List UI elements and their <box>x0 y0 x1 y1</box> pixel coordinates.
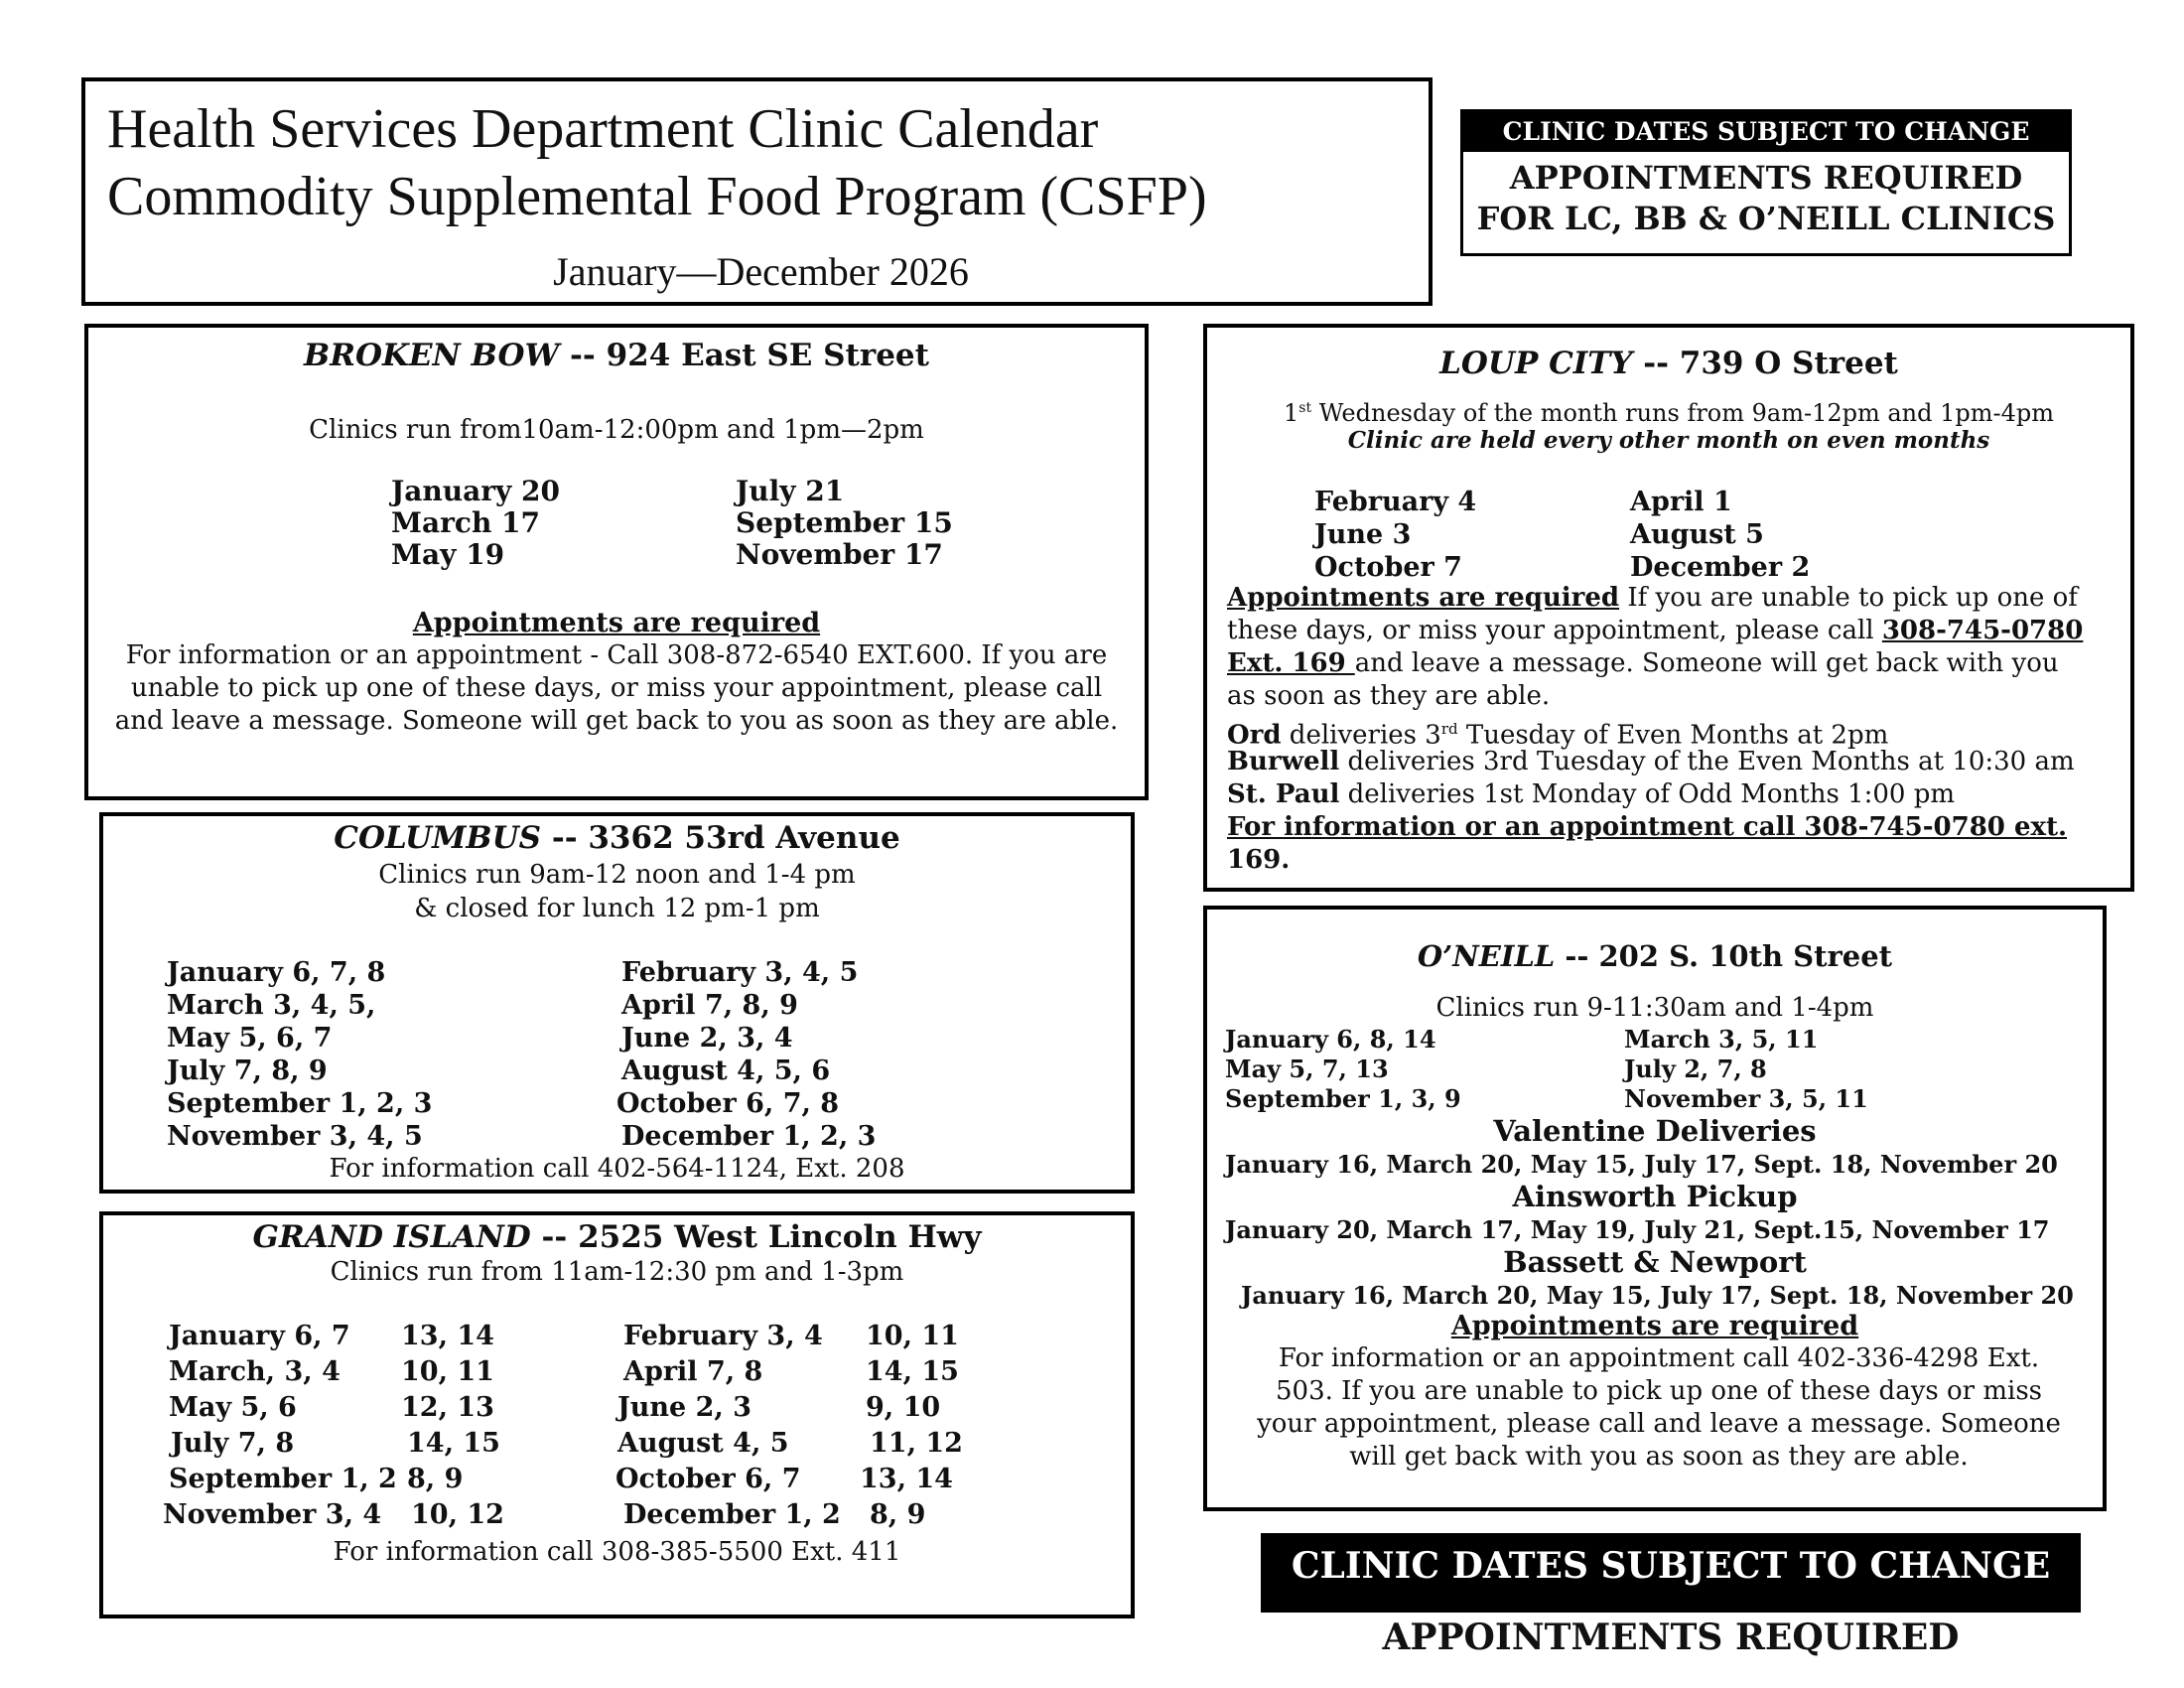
grand-island-date-extra: 13, 14 <box>860 1464 953 1494</box>
broken-bow-section <box>84 324 1149 800</box>
loup-city-date: December 2 <box>1630 552 1811 583</box>
columbus-date: February 3, 4, 5 <box>621 957 859 988</box>
oneill-appt-heading: Appointments are required <box>1450 1311 1859 1341</box>
notice-top-bar: CLINIC DATES SUBJECT TO CHANGE <box>1463 112 2069 152</box>
loup-city-phone: 308-745-0780 <box>1881 616 2084 645</box>
loup-city-schedule-suffix: st <box>1298 400 1312 416</box>
columbus-lunch: & closed for lunch 12 pm-1 pm <box>414 894 820 923</box>
ord-text: deliveries 3 <box>1281 720 1441 751</box>
grand-island-address: -- 2525 West Lincoln Hwy <box>530 1219 982 1255</box>
broken-bow-date: November 17 <box>736 538 943 571</box>
columbus-date: May 5, 6, 7 <box>167 1023 333 1054</box>
grand-island-date: November 3, 4 <box>163 1499 382 1530</box>
grand-island-date: August 4, 5 <box>617 1428 789 1459</box>
broken-bow-date: May 19 <box>391 538 505 571</box>
oneill-date: March 3, 5, 11 <box>1624 1025 1819 1054</box>
loup-city-address: -- 739 O Street <box>1632 346 1898 381</box>
columbus-info: For information call 402-564-1124, Ext. 208 <box>329 1154 905 1184</box>
grand-island-info: For information call 308-385-5500 Ext. 411 <box>333 1537 901 1567</box>
columbus-date: November 3, 4, 5 <box>167 1121 423 1152</box>
grand-island-header <box>103 1219 1131 1255</box>
page-title: Health Services Department Clinic Calendar <box>107 98 1099 160</box>
appointments-required-footer: APPOINTMENTS REQUIRED <box>1382 1617 1960 1658</box>
loup-city-schedule-note: Clinic are held every other month on even months <box>1347 427 1990 454</box>
columbus-address: -- 3362 53rd Avenue <box>541 820 900 856</box>
broken-bow-date: January 20 <box>391 475 560 507</box>
valentine-dates: January 16, March 20, May 15, July 17, Sept. 18, November 20 <box>1225 1150 2058 1179</box>
notice-top-body <box>1463 152 2069 239</box>
loup-city-date: June 3 <box>1314 519 1412 550</box>
broken-bow-header <box>88 338 1145 373</box>
oneill-header <box>1207 939 2103 973</box>
columbus-date: July 7, 8, 9 <box>167 1055 328 1086</box>
grand-island-date: January 6, 7 <box>169 1321 350 1351</box>
grand-island-date: December 1, 2 <box>623 1499 841 1530</box>
oneill-date: January 6, 8, 14 <box>1225 1025 1436 1054</box>
broken-bow-date: July 21 <box>736 475 845 507</box>
grand-island-date: March, 3, 4 <box>169 1356 341 1387</box>
loup-city-info-line2: 169. <box>1227 845 1291 875</box>
loup-city-date: October 7 <box>1314 552 1462 583</box>
loup-city-stpaul <box>1227 778 1955 810</box>
columbus-date: September 1, 2, 3 <box>167 1088 433 1119</box>
loup-city-appt-line1 <box>1227 582 2078 614</box>
broken-bow-hours: Clinics run from10am-12:00pm and 1pm—2pm <box>309 415 924 445</box>
columbus-hours: Clinics run 9am-12 noon and 1-4 pm <box>378 860 856 890</box>
broken-bow-date: September 15 <box>736 506 953 539</box>
broken-bow-appt-heading: Appointments are required <box>412 608 821 638</box>
columbus-date: December 1, 2, 3 <box>621 1121 877 1152</box>
grand-island-date-extra: 8, 9 <box>870 1499 926 1530</box>
oneill-date: July 2, 7, 8 <box>1624 1055 1767 1083</box>
bassett-dates: January 16, March 20, May 15, July 17, Sept. 18, November 20 <box>1241 1281 2074 1310</box>
loup-city-info-line1: For information or an appointment call 308-745-0780 ext. <box>1227 812 2068 842</box>
oneill-date: September 1, 3, 9 <box>1225 1084 1461 1113</box>
grand-island-date-extra: 9, 10 <box>866 1392 941 1423</box>
broken-bow-address: -- 924 East SE Street <box>559 338 929 373</box>
valentine-heading: Valentine Deliveries <box>1493 1114 1817 1148</box>
grand-island-date-extra: 10, 12 <box>411 1499 504 1530</box>
grand-island-date-extra: 14, 15 <box>407 1428 500 1459</box>
burwell-label: Burwell <box>1227 747 1340 776</box>
loup-city-date: August 5 <box>1630 519 1764 550</box>
grand-island-date-extra: 11, 12 <box>870 1428 963 1459</box>
grand-island-date: June 2, 3 <box>617 1392 751 1423</box>
columbus-date: April 7, 8, 9 <box>621 990 798 1021</box>
broken-bow-name: BROKEN BOW <box>304 338 560 373</box>
loup-city-appt-line3 <box>1227 647 2059 679</box>
loup-city-appt-text: these days, or miss your appointment, please call <box>1227 616 1882 645</box>
grand-island-hours: Clinics run from 11am-12:30 pm and 1-3pm <box>330 1257 904 1287</box>
oneill-hours: Clinics run 9-11:30am and 1-4pm <box>1435 993 1874 1023</box>
grand-island-date: September 1, 2 <box>169 1464 397 1494</box>
date-range: January—December 2026 <box>553 249 969 294</box>
loup-city-name: LOUP CITY <box>1439 346 1633 381</box>
loup-city-schedule-ordinal: 1 <box>1283 399 1299 427</box>
loup-city-ext: Ext. 169 <box>1227 648 1355 678</box>
bassett-heading: Bassett & Newport <box>1503 1245 1807 1279</box>
oneill-section <box>1203 906 2107 1511</box>
loup-city-appt-heading: Appointments are required <box>1227 583 1620 613</box>
grand-island-section <box>99 1211 1135 1618</box>
loup-city-burwell <box>1227 746 2075 777</box>
loup-city-section <box>1203 324 2134 892</box>
oneill-address: -- 202 S. 10th Street <box>1555 939 1893 973</box>
loup-city-date: February 4 <box>1314 487 1477 517</box>
oneill-date: May 5, 7, 13 <box>1225 1055 1389 1083</box>
loup-city-appt-text: and leave a message. Someone will get back with you <box>1354 648 2059 678</box>
loup-city-date: April 1 <box>1630 487 1732 517</box>
columbus-header <box>103 820 1131 856</box>
grand-island-name: GRAND ISLAND <box>252 1219 531 1255</box>
ainsworth-heading: Ainsworth Pickup <box>1512 1180 1798 1213</box>
columbus-name: COLUMBUS <box>334 820 542 856</box>
grand-island-date-extra: 14, 15 <box>866 1356 959 1387</box>
grand-island-date-extra: 10, 11 <box>866 1321 959 1351</box>
columbus-section <box>99 812 1135 1194</box>
columbus-date: June 2, 3, 4 <box>621 1023 793 1054</box>
grand-island-date: May 5, 6 <box>169 1392 297 1423</box>
notice-top-line1: APPOINTMENTS REQUIRED <box>1509 159 2023 197</box>
notice-top-line2: FOR LC, BB & O’NEILL CLINICS <box>1476 200 2056 237</box>
grand-island-date: October 6, 7 <box>615 1464 801 1494</box>
loup-city-schedule-text: Wednesday of the month runs from 9am-12pm and 1pm-4pm <box>1311 399 2055 427</box>
grand-island-date-extra: 8, 9 <box>407 1464 464 1494</box>
loup-city-schedule <box>1207 399 2130 427</box>
stpaul-label: St. Paul <box>1227 779 1340 809</box>
grand-island-date-extra: 12, 13 <box>401 1392 494 1423</box>
notice-top <box>1460 109 2072 256</box>
burwell-text: deliveries 3rd Tuesday of the Even Months at 10:30 am <box>1339 747 2075 776</box>
columbus-date: October 6, 7, 8 <box>616 1088 840 1119</box>
oneill-date: November 3, 5, 11 <box>1624 1084 1868 1113</box>
loup-city-appt-line4: as soon as they are able. <box>1227 681 1551 711</box>
title-box <box>81 77 1433 306</box>
grand-island-date: July 7, 8 <box>171 1428 295 1459</box>
loup-city-appt-text: If you are unable to pick up one of <box>1619 583 2078 613</box>
loup-city-header <box>1207 346 2130 381</box>
broken-bow-date: March 17 <box>391 506 541 539</box>
grand-island-date: April 7, 8 <box>623 1356 763 1387</box>
grand-island-date-extra: 13, 14 <box>401 1321 494 1351</box>
oneill-info: For information or an appointment call 402-336-4298 Ext. 503. If you are unable to pick up one of these days or miss your appointment, please call and leave a message. Someone will get back with you as soon as they are able. <box>1257 1343 2061 1472</box>
broken-bow-info: For information or an appointment - Call 308-872-6540 EXT.600. If you are unable to pick up one of these days, or miss your appointment, please call and leave a message. Someone will get back to you as soon as they are able. <box>114 640 1119 736</box>
stpaul-text: deliveries 1st Monday of Odd Months 1:00 pm <box>1339 779 1956 809</box>
ord-suffix: rd <box>1440 720 1458 738</box>
columbus-date: August 4, 5, 6 <box>621 1055 831 1086</box>
columbus-date: January 6, 7, 8 <box>167 957 386 988</box>
program-title: Commodity Supplemental Food Program (CSFP) <box>107 166 1207 227</box>
ainsworth-dates: January 20, March 17, May 19, July 21, Sept.15, November 17 <box>1225 1215 2050 1244</box>
loup-city-appt-line2 <box>1227 615 2083 646</box>
columbus-date: March 3, 4, 5, <box>167 990 376 1021</box>
grand-island-date-extra: 10, 11 <box>401 1356 494 1387</box>
ord-text: Tuesday of Even Months at 2pm <box>1457 720 1889 751</box>
grand-island-date: February 3, 4 <box>623 1321 823 1351</box>
ord-label: Ord <box>1227 720 1282 751</box>
oneill-name: O’NEILL <box>1417 939 1556 973</box>
notice-bottom-bar: CLINIC DATES SUBJECT TO CHANGE <box>1261 1533 2081 1613</box>
